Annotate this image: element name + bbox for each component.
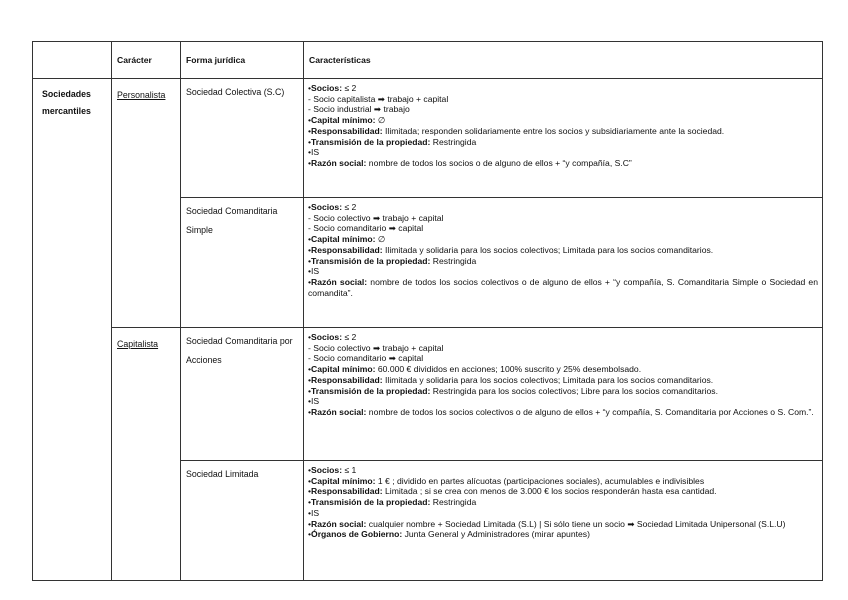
characteristic-label: Transmisión de la propiedad: <box>311 136 431 147</box>
bullet-glyph: • <box>308 475 312 486</box>
characteristic-line <box>308 126 818 137</box>
characteristic-text: nombre de todos los socios colectivos o de alguno de ellos + “y compañía, S. Comanditaria Simple o Sociedad en comandita”. <box>308 276 818 298</box>
characteristic-line <box>308 364 818 375</box>
sociedades-table <box>32 41 823 581</box>
characteristic-line <box>308 115 818 126</box>
characteristic-label: Razón social: <box>311 276 368 287</box>
bullet-glyph: • <box>308 255 312 266</box>
characteristic-label: Órganos de Gobierno: <box>311 529 403 540</box>
characteristic-label: Capital mínimo: <box>311 475 376 486</box>
caracter-capitalista: Capitalista <box>112 328 181 581</box>
caracteristicas-cell <box>304 328 823 461</box>
characteristic-label: Responsabilidad: <box>311 486 383 497</box>
characteristic-text: Junta General y Administradores (mirar apuntes) <box>402 529 590 540</box>
table-row <box>33 328 823 461</box>
characteristic-text: ∅ <box>375 234 386 245</box>
header-empty <box>33 42 112 79</box>
characteristic-text: ≤ 2 <box>342 202 357 212</box>
characteristic-line <box>308 519 818 530</box>
characteristic-line <box>308 104 818 115</box>
characteristic-line <box>308 202 818 213</box>
characteristic-label: Responsabilidad: <box>311 244 383 255</box>
header-caracter: Carácter <box>112 42 181 79</box>
bullet-glyph: • <box>308 518 312 529</box>
bullet-glyph: • <box>308 385 312 396</box>
bullet-glyph: • <box>308 244 312 255</box>
characteristic-label: Responsabilidad: <box>311 125 383 136</box>
characteristic-line <box>308 407 818 418</box>
characteristic-line <box>308 256 818 267</box>
characteristic-line <box>308 396 818 407</box>
characteristic-line <box>308 94 818 105</box>
characteristic-text: IS <box>311 147 320 158</box>
characteristic-text: ∅ <box>375 115 386 126</box>
characteristic-text: Ilimitada; responden solidariamente entre los socios y subsidiariamente ante la sociedad. <box>382 125 725 136</box>
characteristic-line <box>308 147 818 158</box>
characteristic-line <box>308 508 818 519</box>
characteristic-label: Responsabilidad: <box>311 374 383 385</box>
bullet-glyph: • <box>308 406 312 417</box>
sector-cell: Sociedades mercantiles <box>33 79 112 581</box>
characteristic-line <box>308 497 818 508</box>
bullet-glyph: • <box>308 486 312 497</box>
bullet-glyph: • <box>308 465 312 475</box>
characteristic-line <box>308 277 818 298</box>
characteristic-line <box>308 213 818 224</box>
bullet-glyph: • <box>308 396 312 407</box>
characteristic-label: Transmisión de la propiedad: <box>311 497 431 508</box>
characteristic-line <box>308 476 818 487</box>
characteristic-text: 60.000 € divididos en acciones; 100% suscrito y 25% desembolsado. <box>375 364 642 375</box>
characteristic-text: nombre de todos los socios o de alguno de ellos + “y compañía, S.C” <box>366 157 632 168</box>
characteristic-text: IS <box>311 507 320 518</box>
characteristic-text: Ilimitada y solidaria para los socios colectivos; Limitada para los socios comanditarios. <box>382 244 714 255</box>
bullet-glyph: • <box>308 157 312 168</box>
caracteristicas-cell <box>304 198 823 328</box>
forma-cell: Sociedad Comanditaria por Acciones <box>181 328 304 461</box>
bullet-glyph: • <box>308 497 312 508</box>
characteristic-text: Restringida <box>430 255 477 266</box>
characteristic-label: Socios: <box>311 332 343 342</box>
caracteristicas-cell <box>304 79 823 198</box>
bullet-glyph: • <box>308 276 312 287</box>
header-caracteristicas: Características <box>304 42 823 79</box>
characteristic-line <box>308 375 818 386</box>
characteristic-text: - Socio comanditario ➡ capital <box>308 353 424 364</box>
characteristic-text: IS <box>311 396 320 407</box>
characteristic-label: Socios: <box>311 83 343 93</box>
characteristic-line <box>308 234 818 245</box>
table-row <box>33 79 823 198</box>
characteristic-line <box>308 529 818 540</box>
characteristic-line <box>308 223 818 234</box>
characteristic-text: Restringida para los socios colectivos; Libre para los socios comanditarios. <box>430 385 718 396</box>
characteristic-line <box>308 83 818 94</box>
characteristic-text: ≤ 2 <box>342 332 357 342</box>
characteristic-line <box>308 465 818 476</box>
characteristic-text: - Socio comanditario ➡ capital <box>308 223 424 234</box>
characteristic-text: 1 € ; dividido en partes alícuotas (participaciones sociales), acumulables e indivisibles <box>375 475 705 486</box>
characteristic-line <box>308 486 818 497</box>
characteristic-label: Capital mínimo: <box>311 234 376 245</box>
characteristic-label: Transmisión de la propiedad: <box>311 385 431 396</box>
bullet-glyph: • <box>308 332 312 342</box>
forma-cell: Sociedad Colectiva (S.C) <box>181 79 304 198</box>
bullet-glyph: • <box>308 136 312 147</box>
characteristic-line <box>308 266 818 277</box>
bullet-glyph: • <box>308 364 312 375</box>
bullet-glyph: • <box>308 115 312 126</box>
characteristic-label: Razón social: <box>311 406 367 417</box>
characteristic-line <box>308 158 818 169</box>
header-row <box>33 42 823 79</box>
characteristic-line <box>308 353 818 364</box>
characteristic-text: Restringida <box>430 497 477 508</box>
characteristic-line <box>308 332 818 343</box>
bullet-glyph: • <box>308 125 312 136</box>
characteristic-text: Limitada ; si se crea con menos de 3.000 € los socios responderán hasta esa cantidad. <box>382 486 717 497</box>
characteristic-label: Razón social: <box>311 157 367 168</box>
bullet-glyph: • <box>308 147 312 158</box>
bullet-glyph: • <box>308 507 312 518</box>
bullet-glyph: • <box>308 529 312 540</box>
caracter-personalista: Personalista <box>112 79 181 328</box>
characteristic-line <box>308 137 818 148</box>
characteristic-text: nombre de todos los socios colectivos o de alguno de ellos + “y compañía, S. Comanditaria por Acciones o S. Com.”. <box>366 406 814 417</box>
characteristic-text: ≤ 1 <box>342 465 357 475</box>
characteristic-text: - Socio colectivo ➡ trabajo + capital <box>308 342 444 353</box>
characteristic-label: Capital mínimo: <box>311 364 376 375</box>
header-forma-juridica: Forma jurídica <box>181 42 304 79</box>
characteristic-label: Transmisión de la propiedad: <box>311 255 431 266</box>
characteristic-label: Socios: <box>311 465 343 475</box>
characteristic-text: - Socio industrial ➡ trabajo <box>308 104 410 115</box>
characteristic-label: Razón social: <box>311 518 367 529</box>
characteristic-line <box>308 343 818 354</box>
characteristic-line <box>308 245 818 256</box>
bullet-glyph: • <box>308 266 312 277</box>
bullet-glyph: • <box>308 202 312 212</box>
forma-cell: Sociedad Comanditaria Simple <box>181 198 304 328</box>
bullet-glyph: • <box>308 374 312 385</box>
characteristic-text: Restringida <box>430 136 477 147</box>
characteristic-line <box>308 386 818 397</box>
characteristic-text: ≤ 2 <box>342 83 357 93</box>
caracteristicas-cell <box>304 461 823 581</box>
bullet-glyph: • <box>308 234 312 245</box>
characteristic-text: - Socio colectivo ➡ trabajo + capital <box>308 212 444 223</box>
characteristic-text: IS <box>311 266 320 277</box>
characteristic-label: Capital mínimo: <box>311 115 376 126</box>
characteristic-label: Socios: <box>311 202 343 212</box>
characteristic-text: cualquier nombre + Sociedad Limitada (S.L) | Si sólo tiene un socio ➡ Sociedad Limitada Unipersonal (S.L.U) <box>366 518 786 529</box>
characteristic-text: Ilimitada y solidaria para los socios colectivos; Limitada para los socios comanditarios. <box>382 374 714 385</box>
characteristic-text: - Socio capitalista ➡ trabajo + capital <box>308 93 449 104</box>
bullet-glyph: • <box>308 83 312 93</box>
forma-cell: Sociedad Limitada <box>181 461 304 581</box>
